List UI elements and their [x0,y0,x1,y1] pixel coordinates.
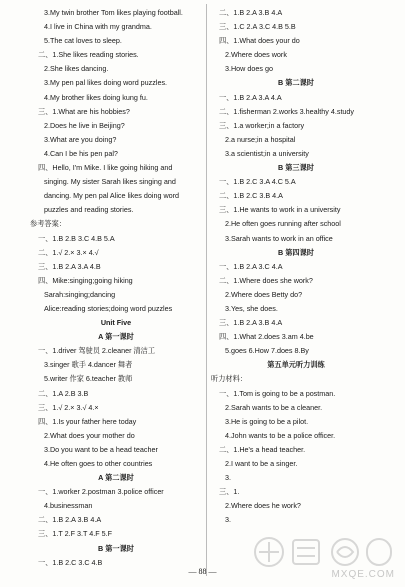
watermark-logo [247,530,397,582]
page-number: — 88 — [188,567,217,576]
left-column [30,6,202,570]
answer-line: 三、1.a worker;in a factory [219,120,305,130]
answer-line: 3.singer 歌手 4.dancer 舞者 [44,360,133,370]
section-heading: B 第四课时 [278,247,314,257]
section-heading: 第五单元听力训练 [267,360,325,370]
answer-line: 二、1.B 2.C 3.B 4.A [219,191,283,201]
section-heading: A 第二课时 [98,473,134,483]
answer-line: 5.The cat loves to sleep. [44,36,122,46]
answer-line: dancing. My pen pal Alice likes doing word [44,191,180,201]
answer-line: 3.a scientist;in a university [225,148,309,158]
answer-line: 3.Yes, she does. [225,303,278,313]
answer-line: 3. [225,473,231,483]
answer-line: Sarah:singing;dancing [44,289,116,299]
answer-line: 5.writer 作家 6.teacher 教师 [44,374,133,384]
answer-line: 四、1.Is your father here today [38,416,137,426]
right-column [211,6,381,527]
answer-line: 三、1.B 2.A 3.A 4.B [38,261,101,271]
answer-line: 3.My pen pal likes doing word puzzles. [44,78,168,88]
answer-line: 2.Where does he work? [225,501,301,511]
answer-line: 4.businessman [44,501,93,511]
answer-line: 3. [225,515,231,525]
answer-line: 3.My twin brother Tom likes playing football. [44,8,183,17]
answer-line: 2.Sarah wants to be a cleaner. [225,402,323,412]
answer-line: 2.Does he live in Beijing? [44,120,125,130]
answer-line: 4.Can I be his pen pal? [44,148,118,158]
answer-line: 2.Where does work [225,50,287,60]
answer-line: 2.She likes dancing. [44,64,109,74]
column-divider [206,4,207,576]
answer-line: 3.What are you doing? [44,134,117,144]
watermark-text: MXQE.COM [331,569,395,580]
answer-line: 一、1.Tom is going to be a postman. [219,388,336,398]
answer-line: 一、1.B 2.A 3.C 4.A [219,261,283,271]
answer-line: singing. My sister Sarah likes singing and [44,177,176,187]
answer-line: 三、1.What are his hobbies? [38,106,130,116]
answer-line: Alice:reading stories;doing word puzzles [44,303,173,313]
answer-line: 一、1.B 2.C 3.A 4.C 5.A [219,177,296,187]
section-heading: B 第一课时 [98,543,134,553]
answer-line: 3.He is going to be a pilot. [225,416,309,426]
answer-line: 一、1.B 2.A 3.A 4.A [219,92,282,102]
answer-line: 2.He often goes running after school [225,219,341,229]
answer-line: 4.My brother likes doing kung fu. [44,92,148,102]
answer-line: 四、1.What does your do [219,36,300,46]
answer-line: 三、1.B 2.A 3.B 4.A [219,318,283,328]
answer-line: 一、1.B 2.B 3.C 4.B 5.A [38,233,115,243]
answer-line: 三、1.√ 2.× 3.√ 4.× [38,402,99,412]
answer-line: 4.John wants to be a police officer. [225,430,336,440]
answer-line: 二、1.√ 2.× 3.× 4.√ [38,247,99,257]
answer-line: 三、1.He wants to work in a university [219,205,341,215]
answer-line: 二、1.fisherman 2.works 3.healthy 4.study [219,106,355,116]
answer-line: 二、1.She likes reading stories. [38,50,139,60]
answer-line: 听力材料： [211,374,247,384]
answer-line: 一、1.B 2.C 3.C 4.B [38,557,103,567]
answer-line: puzzles and reading stories. [44,205,134,215]
answer-line: 二、1.B 2.A 3.B 4.A [219,8,283,17]
answer-line: 三、1. [219,487,240,497]
answer-line: 2.Where does Betty do? [225,289,303,299]
answer-line: 4.I live in China with my grandma. [44,22,152,32]
answer-line: 二、1.A 2.B 3.B [38,388,89,398]
answer-line: 四、Hello, I'm Mike. I like going hiking and [38,163,173,173]
answer-line: 三、1.C 2.A 3.C 4.B 5.B [219,22,296,32]
answer-line: 一、1.worker 2.postman 3.police officer [38,487,164,497]
answer-line: 参考答案： [30,219,66,229]
answer-line: 5.goes 6.How 7.does 8.By [225,346,309,356]
answer-line: 2.What does your mother do [44,430,135,440]
section-heading: B 第三课时 [278,163,314,173]
answer-line: 3.How does go [225,64,273,74]
answer-line: 2.a nurse;in a hospital [225,134,296,144]
answer-line: 3.Sarah wants to work in an office [225,233,333,243]
section-heading: B 第二课时 [278,78,314,88]
answer-line: 二、1.B 2.A 3.B 4.A [38,515,102,525]
answer-line: 2.I want to be a singer. [225,459,298,468]
answer-line: 四、1.What 2.does 3.am 4.be [219,332,314,342]
answer-line: 三、1.T 2.F 3.T 4.F 5.F [38,529,113,539]
section-heading: A 第一课时 [98,332,134,342]
answer-line: 二、1.Where does she work? [219,275,313,285]
answer-line: 3.Do you want to be a head teacher [44,444,158,454]
answer-line: 一、1.driver 驾驶员 2.cleaner 清洁工 [38,346,156,356]
section-heading: Unit Five [100,318,132,328]
answer-line: 二、1.He's a head teacher. [219,444,306,454]
answer-line: 4.He often goes to other countries [44,459,153,468]
answer-line: 四、Mike:singing;going hiking [38,275,133,285]
